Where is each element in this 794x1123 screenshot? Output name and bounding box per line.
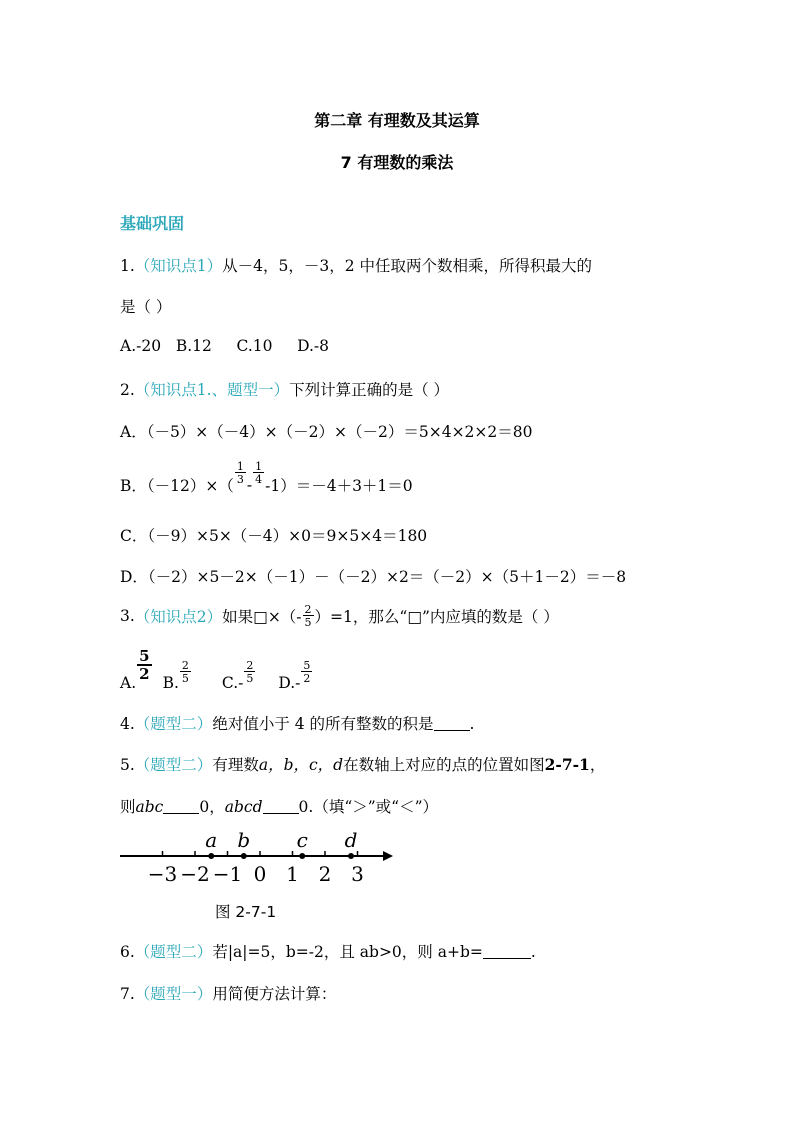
point-a xyxy=(208,853,214,859)
question-5-line2 xyxy=(120,795,438,817)
question-number: 4. xyxy=(120,715,135,733)
question-text: 绝对值小于 4 的所有整数的积是 xyxy=(212,715,434,733)
fraction-one-third: $\frac{1}{3}$ xyxy=(236,460,244,486)
question-1 xyxy=(120,254,592,276)
lesson-title: 7 有理数的乘法 xyxy=(340,153,454,172)
knowledge-tag: （题型二） xyxy=(134,756,213,774)
zero-2: 0.（填“＞”或“＜”） xyxy=(298,798,439,816)
expr-abc: abc xyxy=(135,798,164,816)
question-2 xyxy=(120,378,449,400)
answer-blank[interactable] xyxy=(483,943,531,960)
point-label-b: b xyxy=(237,828,251,852)
section-heading: 基础巩固 xyxy=(120,214,185,233)
option-b-fraction: $\frac{2}{5}$ xyxy=(181,659,189,685)
axis-label: 3 xyxy=(351,862,364,886)
answer-blank-2[interactable] xyxy=(263,798,299,815)
question-text-end: ）=1，那么“□”内应填的数是（ ） xyxy=(314,608,559,626)
point-b xyxy=(241,853,247,859)
question-number: 6. xyxy=(120,943,135,961)
knowledge-tag: （题型二） xyxy=(134,715,213,733)
figure-ref: 2-7-1 xyxy=(544,755,590,774)
question-number: 5. xyxy=(120,756,135,774)
zero-1: 0， xyxy=(199,798,225,816)
axis-label: 2 xyxy=(318,862,332,886)
fraction-one-fourth: $\frac{1}{4}$ xyxy=(255,460,263,486)
point-label-d: d xyxy=(344,828,358,852)
knowledge-tag: （题型二） xyxy=(134,943,213,961)
period: . xyxy=(469,715,475,733)
question-2-option-c: C．（－9）×5×（－4）×0＝9×5×4＝180 xyxy=(120,527,428,545)
point-c xyxy=(299,853,305,859)
knowledge-tag: （知识点1） xyxy=(134,257,223,275)
question-6 xyxy=(120,940,536,962)
question-1-options: A.-20 B.12 C.10 D.-8 xyxy=(120,337,330,355)
chapter-title: 第二章 有理数及其运算 xyxy=(314,111,480,130)
option-b-label: B. xyxy=(162,674,179,692)
question-text: 下列计算正确的是（ ） xyxy=(289,381,450,399)
axis-arrow xyxy=(383,851,393,861)
point-d xyxy=(348,853,354,859)
option-c-label: C.- xyxy=(221,674,244,692)
number-line-figure xyxy=(115,825,400,887)
question-text: 从－4，5，－3，2 中任取两个数相乘，所得积最大的 xyxy=(222,257,593,275)
question-2-option-d: D．（－2）×5－2×（－1）－（－2）×2＝（－2）×（5＋1－2）＝－8 xyxy=(120,568,627,586)
fraction-two-fifths: $\frac{2}{5}$ xyxy=(304,603,312,629)
option-b-prefix: B．（－12）×（ xyxy=(120,477,234,495)
option-c-fraction: $\frac{2}{5}$ xyxy=(246,659,254,685)
option-b-suffix: -1）＝－4＋3＋1＝0 xyxy=(265,477,413,495)
question-2-option-b xyxy=(120,460,413,510)
answer-blank[interactable] xyxy=(434,715,470,732)
point-label-c: c xyxy=(296,828,308,852)
question-number: 2. xyxy=(120,381,135,399)
period: . xyxy=(530,943,536,961)
question-3 xyxy=(120,596,559,636)
option-d-label: D.- xyxy=(278,674,301,692)
question-text: 如果□×（- xyxy=(222,608,302,626)
option-a-label: A. xyxy=(120,674,137,692)
axis-label: −3 xyxy=(147,862,178,886)
knowledge-tag: （知识点2） xyxy=(134,608,223,626)
minus-sign: - xyxy=(246,476,253,494)
figure-caption: 图 2-7-1 xyxy=(215,903,277,921)
question-1-line2: 是（ ） xyxy=(120,298,172,316)
variables: a，b，c，d xyxy=(258,756,344,774)
axis-label: −1 xyxy=(212,862,243,886)
question-text: 若|a|=5，b=-2，且 ab>0，则 a+b= xyxy=(212,943,483,961)
option-d-fraction: $\frac{5}{2}$ xyxy=(303,659,311,685)
question-5 xyxy=(120,753,605,775)
axis-label: 0 xyxy=(253,862,267,886)
text-then: 则 xyxy=(120,798,136,816)
point-label-a: a xyxy=(205,828,218,852)
knowledge-tag: （知识点1.、题型一） xyxy=(134,381,290,399)
option-a-fraction: $\frac{5}{2}$ xyxy=(139,647,150,683)
axis-label: −2 xyxy=(180,862,210,886)
question-3-options xyxy=(120,646,313,692)
question-7 xyxy=(120,982,336,1004)
question-2-option-a: A．（－5）×（－4）×（－2）×（－2）＝5×4×2×2＝80 xyxy=(120,423,533,441)
question-number: 3. xyxy=(120,607,135,625)
question-4 xyxy=(120,712,474,734)
knowledge-tag: （题型一） xyxy=(134,985,213,1003)
question-number: 7. xyxy=(120,985,135,1003)
question-text: 有理数 xyxy=(212,756,259,774)
axis-label: 1 xyxy=(286,862,299,886)
answer-blank-1[interactable] xyxy=(163,798,199,815)
expr-abcd: abcd xyxy=(224,798,263,816)
question-text: 用简便方法计算： xyxy=(212,985,337,1003)
comma: ， xyxy=(589,756,606,774)
question-number: 1. xyxy=(120,257,135,275)
question-text-2: 在数轴上对应的点的位置如图 xyxy=(343,756,545,774)
